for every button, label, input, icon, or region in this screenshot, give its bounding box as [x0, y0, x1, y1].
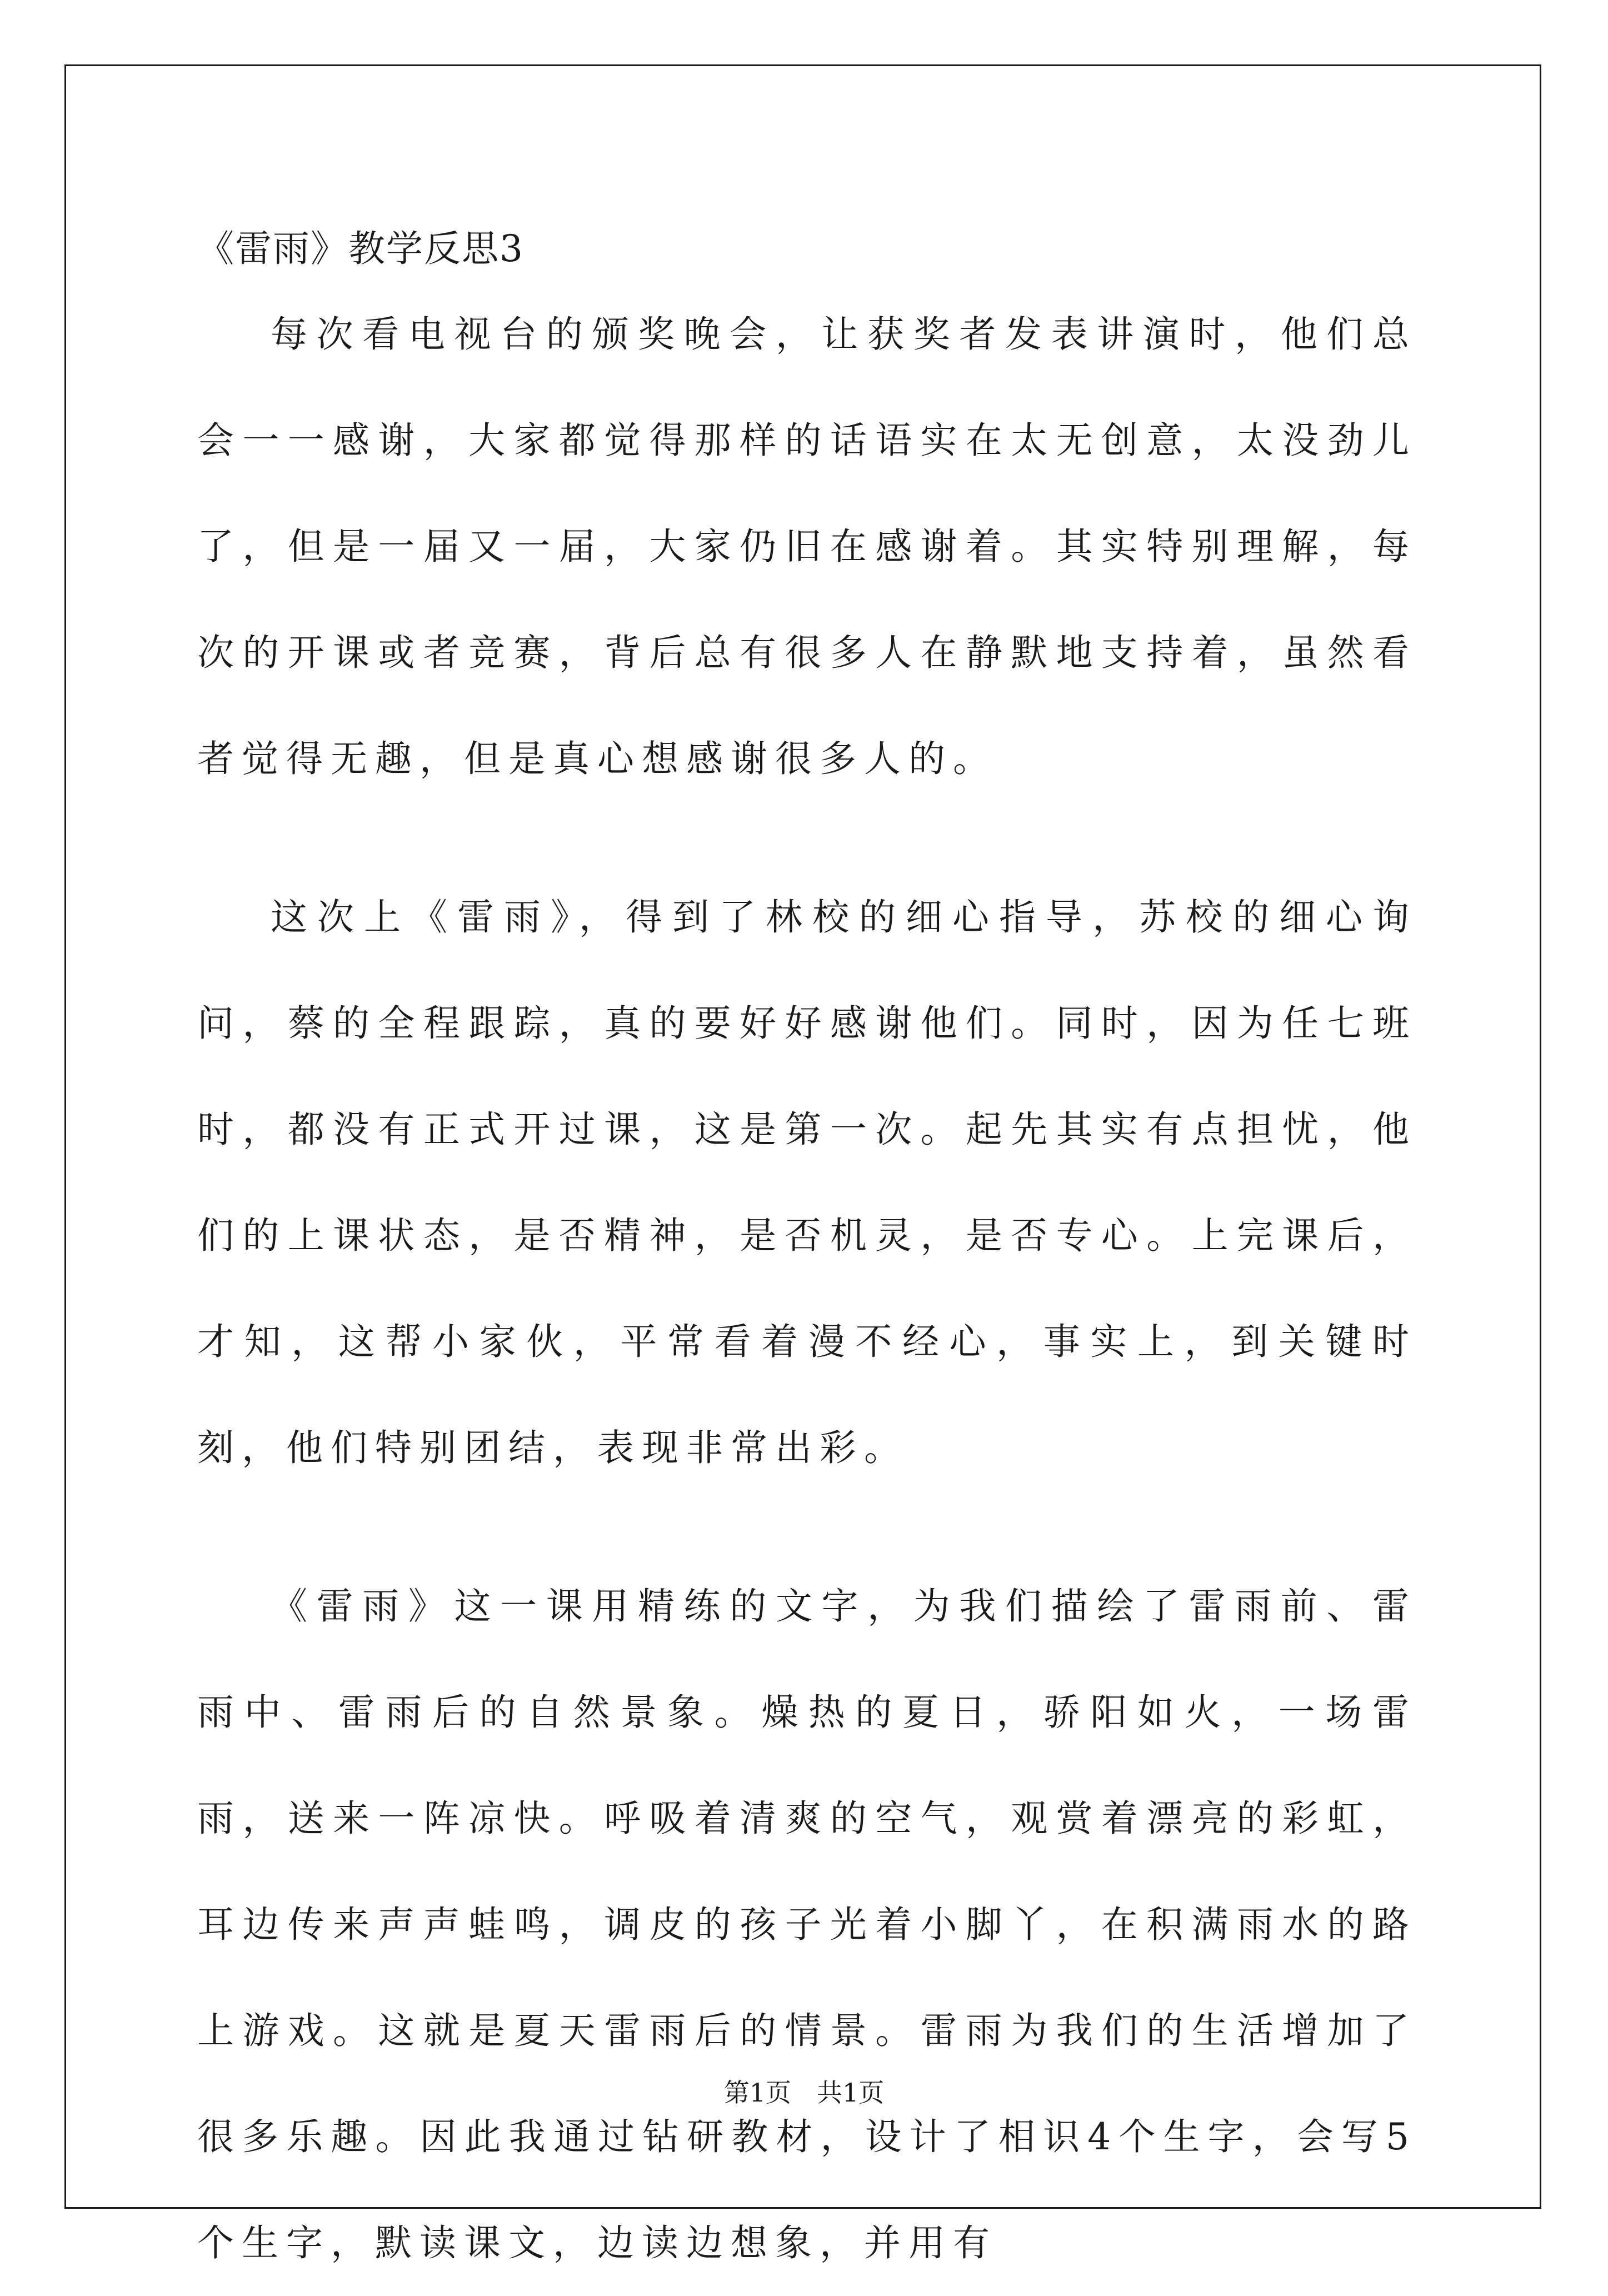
document-body — [197, 220, 1417, 2296]
paragraph-2: 这次上《雷雨》，得到了林校的细心指导，苏校的细心询问，蔡的全程跟踪，真的要好好感谢他们。同时，因为任七班时，都没有正式开过课，这是第一次。起先其实有点担忧，他们的上课状态，是否精神，是否机灵，是否专心。上完课后，才知，这帮小家伙，平常看着漫不经心，事实上，到关键时刻，他们特别团结，表现非常出彩。 — [197, 896, 1417, 1469]
paragraph-1: 每次看电视台的颁奖晚会，让获奖者发表讲演时，他们总会一一感谢，大家都觉得那样的话语实在太无创意，太没劲儿了，但是一届又一届，大家仍旧在感谢着。其实特别理解，每次的开课或者竞赛，背后总有很多人在静默地支持着，虽然看者觉得无趣，但是真心想感谢很多人的。 — [197, 313, 1417, 780]
page-number-footer: 第1页 共1页 — [723, 2078, 885, 2108]
document-title: 《雷雨》教学反思3 — [197, 227, 524, 270]
paragraph-3: 《雷雨》这一课用精练的文字，为我们描绘了雷雨前、雷雨中、雷雨后的自然景象。燥热的夏日，骄阳如火，一场雷雨，送来一阵凉快。呼吸着清爽的空气，观赏着漂亮的彩虹，耳边传来声声蛙鸣，调皮的孩子光着小脚丫，在积满雨水的路上游戏。这就是夏天雷雨后的情景。雷雨为我们的生活增加了很多乐趣。因此我通过钻研教材，设计了相识4个生字，会写5个生字，默读课文，边读边想象，并用有 — [197, 1585, 1417, 2264]
